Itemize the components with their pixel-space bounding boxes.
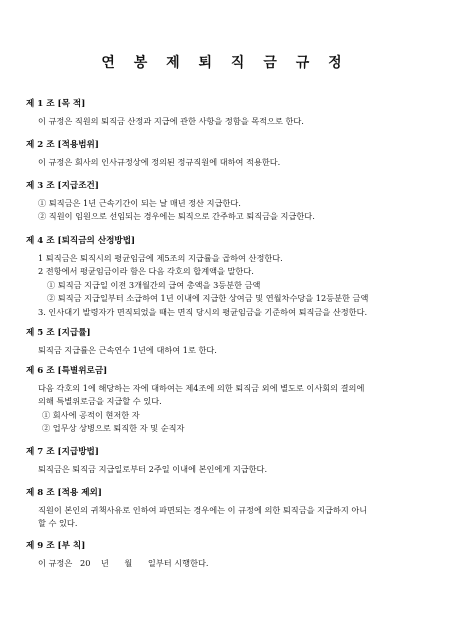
article-text: 직원이 본인의 귀책사유로 인하여 파면되는 경우에는 이 규정에 의한 퇴직금을 지급하지 아니 [38,504,368,515]
article-7 [26,446,436,476]
article-text: 이 규정은 회사의 인사규정상에 정의된 정규직원에 대하여 적용한다. [38,156,281,167]
article-2 [26,139,436,169]
article-heading: 제 3 조 [지급조건] [26,181,99,191]
article-9 [26,540,436,570]
article-heading: 제 9 조 [부 칙] [26,541,86,551]
article-3 [26,180,436,224]
article-text: 1 퇴직금은 퇴직시의 평균임금에 제5조의 지급률을 곱하여 산정한다. [38,252,283,263]
article-text: 이 규정은 직원의 퇴직금 산정과 지급에 관한 사항을 정함을 목적으로 한다. [38,115,304,126]
article-text: 2 전항에서 평균임금이라 함은 다음 각호의 합계액을 말한다. [38,266,254,277]
article-heading: 제 7 조 [지급방법] [26,447,99,457]
document-title: 연 봉 제 퇴 직 금 규 정 [101,55,349,71]
article-text: 퇴직금 지급률은 근속연수 1년에 대하여 1로 한다. [38,344,217,355]
article-1 [26,98,436,128]
article-text: 다음 각호의 1에 해당하는 자에 대하여는 제4조에 의한 퇴직금 외에 별도로 이사회의 결의에 [38,382,365,393]
article-text: ① 퇴직금 지급일 이전 3개월간의 급여 총액을 3등분한 금액 [47,279,261,290]
article-text: 퇴직금은 퇴직금 지급일로부터 2주일 이내에 본인에게 지급한다. [38,463,268,474]
article-heading: 제 2 조 [적용범위] [26,140,99,150]
article-4 [26,235,436,320]
article-text: ② 퇴직금 지급일부터 소급하여 1년 이내에 지급한 상여금 및 연월차수당을 12등분한 금액 [47,293,369,304]
article-text: 3. 인사대기 발령자가 면직되었을 때는 면직 당시의 평균임금을 기준하여 퇴직금을 산정한다. [38,306,368,317]
article-text: 할 수 있다. [38,518,78,529]
article-text: ② 직원이 임원으로 선임되는 경우에는 퇴직으로 간주하고 퇴직금을 지급한다. [38,211,315,222]
article-heading: 제 1 조 [목 적] [26,99,86,109]
article-text: 이 규정은 20 년 월 일부터 시행한다. [38,557,209,568]
article-6 [26,365,436,436]
article-heading: 제 8 조 [적용 제외] [26,488,102,498]
article-text: ① 회사에 공적이 현저한 자 [42,409,140,420]
article-text: 의해 특별위로금을 지급할 수 있다. [38,396,162,407]
article-heading: 제 6 조 [특별위로금] [26,366,108,376]
article-heading: 제 4 조 [퇴직금의 산정방법] [26,236,136,246]
article-heading: 제 5 조 [지급률] [26,328,91,338]
article-8 [26,487,436,531]
article-text: ① 퇴직금은 1년 근속기간이 되는 날 매년 정산 지급한다. [38,197,241,208]
article-5 [26,327,436,357]
article-text: ② 업무상 상병으로 퇴직한 자 및 순직자 [42,423,185,434]
